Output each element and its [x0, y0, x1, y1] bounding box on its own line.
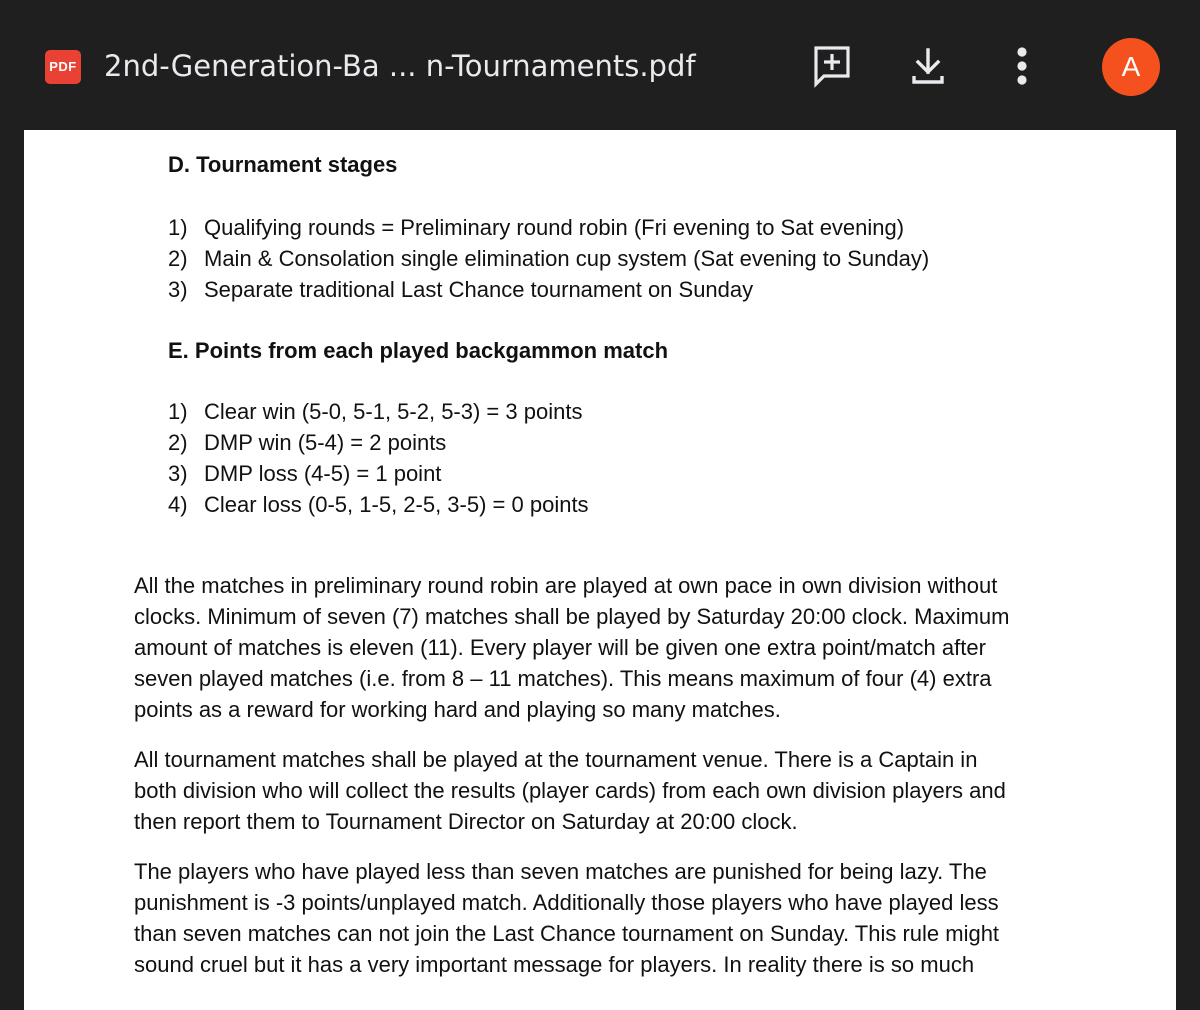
pdf-file-icon: PDF — [45, 50, 81, 84]
section-d-heading: D. Tournament stages — [168, 152, 398, 177]
paragraph-line: punishment is -3 points/unplayed match. Additionally those players who have played less — [134, 890, 999, 915]
paragraph-round-robin — [134, 570, 1094, 725]
file-name: 2nd-Generation-Ba ... n-Tournaments.pdf — [104, 49, 696, 83]
more-vert-icon — [1016, 46, 1028, 86]
paragraph-line: All tournament matches shall be played at the tournament venue. There is a Captain in — [134, 747, 978, 772]
list-item-text: Qualifying rounds = Preliminary round robin (Fri evening to Sat evening) — [204, 215, 905, 240]
list-item-number: 3) — [168, 277, 188, 302]
paragraph-line: clocks. Minimum of seven (7) matches shall be played by Saturday 20:00 clock. Maximum — [134, 604, 1010, 629]
paragraph-line: sound cruel but it has a very important message for players. In reality there is so much — [134, 952, 975, 977]
paragraph-line: both division who will collect the results (player cards) from each own division players and — [134, 778, 1006, 803]
add-comment-button[interactable] — [808, 42, 856, 90]
pdf-page — [24, 130, 1176, 1010]
list-item-text: Separate traditional Last Chance tournament on Sunday — [204, 277, 754, 302]
paragraph-line: points as a reward for working hard and playing so many matches. — [134, 697, 781, 722]
more-options-button[interactable] — [998, 42, 1046, 90]
list-item-text: Clear win (5-0, 5-1, 5-2, 5-3) = 3 points — [204, 399, 583, 424]
pdf-viewer-toolbar — [0, 0, 1200, 130]
list-item-text: DMP loss (4-5) = 1 point — [204, 461, 442, 486]
paragraph-line: then report them to Tournament Director on Saturday at 20:00 clock. — [134, 809, 798, 834]
list-item-number: 2) — [168, 430, 188, 455]
list-item-text: DMP win (5-4) = 2 points — [204, 430, 447, 455]
paragraph-line: seven played matches (i.e. from 8 – 11 matches). This means maximum of four (4) extra — [134, 666, 992, 691]
paragraph-penalty — [134, 856, 1094, 980]
list-item — [168, 215, 904, 241]
list-item-number: 3) — [168, 461, 188, 486]
list-item — [168, 246, 929, 272]
paragraph-line: All the matches in preliminary round robin are played at own pace in own division without — [134, 573, 998, 598]
list-item — [168, 430, 446, 456]
account-avatar[interactable]: A — [1102, 38, 1160, 96]
paragraph-line: amount of matches is eleven (11). Every player will be given one extra point/match after — [134, 635, 986, 660]
list-item-text: Clear loss (0-5, 1-5, 2-5, 3-5) = 0 points — [204, 492, 589, 517]
section-e-heading: E. Points from each played backgammon match — [168, 338, 669, 363]
list-item-number: 1) — [168, 215, 188, 240]
download-button[interactable] — [904, 42, 952, 90]
list-item-number: 1) — [168, 399, 188, 424]
list-item-text: Main & Consolation single elimination cup system (Sat evening to Sunday) — [204, 246, 930, 271]
list-item — [168, 492, 589, 518]
paragraph-venue — [134, 744, 1094, 837]
add-comment-icon — [810, 44, 854, 88]
download-icon — [908, 44, 948, 88]
paragraph-line: than seven matches can not join the Last Chance tournament on Sunday. This rule might — [134, 921, 1000, 946]
paragraph-line: The players who have played less than seven matches are punished for being lazy. The — [134, 859, 987, 884]
list-item — [168, 461, 441, 487]
list-item-number: 2) — [168, 246, 188, 271]
list-item-number: 4) — [168, 492, 188, 517]
list-item — [168, 277, 753, 303]
list-item — [168, 399, 582, 425]
